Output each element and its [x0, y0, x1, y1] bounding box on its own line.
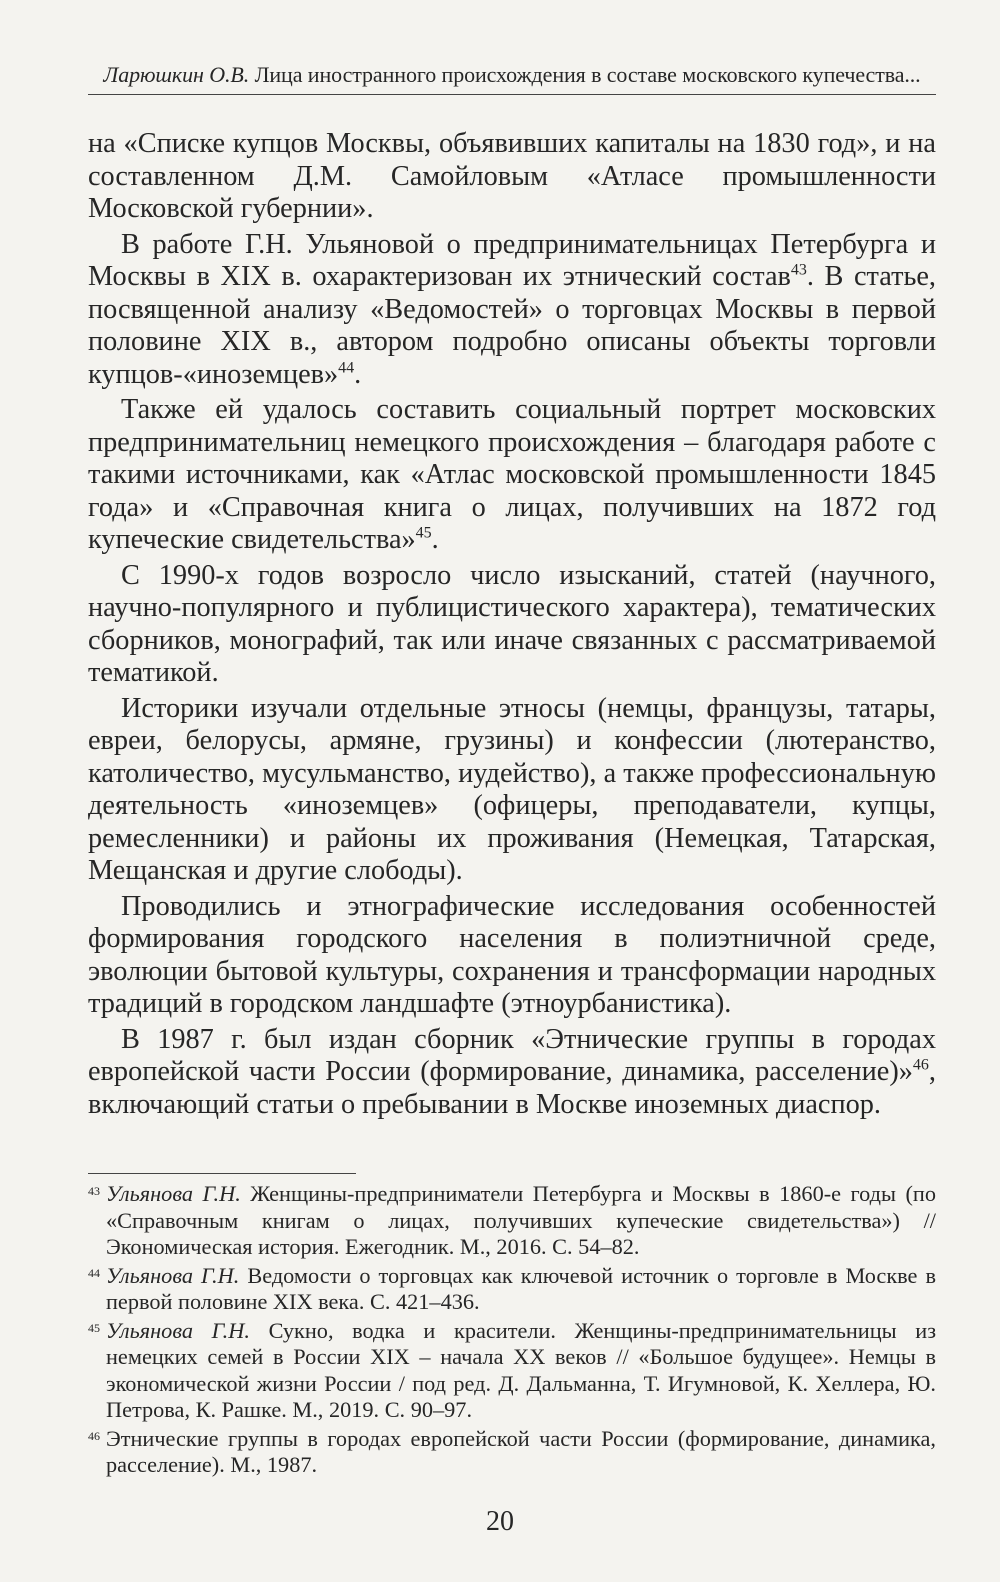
footnote-text: [106, 1426, 936, 1479]
paragraph-7-text-end: , включающий статьи о пребывании в Москве иноземных диаспор.: [88, 1056, 936, 1120]
paragraph-1-text: на «Списке купцов Москвы, объявивших капиталы на 1830 год», и на составленном Д.М. Самойловым «Атласе промышленности Московской губернии».: [88, 128, 936, 224]
paragraph-4: [88, 560, 936, 690]
paragraph-5: [88, 693, 936, 888]
paragraph-7: [88, 1024, 936, 1122]
running-head-author: Ларюшкин О.В.: [103, 62, 250, 87]
paragraph-6: [88, 891, 936, 1021]
footnote-ref-43[interactable]: 43: [790, 261, 807, 279]
paragraph-4-text: С 1990-х годов возросло число изысканий, статей (научного, научно-популярного и публицистического характера), тематических сборников, монографий, так или иначе связанных с рассматриваемой тематикой.: [88, 559, 936, 688]
running-head-title: Лица иностранного происхождения в составе московского купечества...: [254, 62, 921, 87]
footnote-body: Ведомости о торговцах как ключевой источник о торговле в Москве в первой половине XIX века. С. 421–436.: [106, 1262, 937, 1314]
paragraph-2-text-end: .: [354, 358, 362, 390]
footnote-author: Ульянова Г.Н.: [106, 1181, 241, 1206]
footnote-ref-45[interactable]: 45: [415, 524, 432, 542]
footnote-author: Ульянова Г.Н.: [106, 1317, 250, 1343]
footnote-number: 44: [88, 1265, 100, 1280]
paragraph-2-text-cont: . В статье, посвященной анализу «Ведомостей» о торговцах Москвы в первой половине XIX в., автором подробно описаны объекты торговли купцов-«иноземцев»: [88, 261, 936, 390]
footnote-body: Женщины-предприниматели Петербурга и Москвы в 1860-е годы (по «Справочным книгам о лицах, получивших купеческие свидетельства») // Экономическая история. Ежегодник. М., 2016. С. 54–82.: [106, 1181, 936, 1259]
footnote-number: 43: [88, 1184, 100, 1198]
footnote-author: Ульянова Г.Н.: [106, 1262, 240, 1288]
main-text: [88, 128, 936, 1124]
footnote-body: Этнические группы в городах европейской части России (формирование, динамика, расселение). М., 1987.: [106, 1425, 936, 1477]
running-head: [88, 62, 936, 95]
footnotes: [88, 1181, 936, 1481]
paragraph-6-text: Проводились и этнографические исследования особенностей формирования городского населения в полиэтничной среде, эволюции бытовой культуры, сохранения и трансформации народных традиций в городском ландшафте (этноурбанистика).: [88, 890, 936, 1019]
paragraph-7-text: В 1987 г. был издан сборник «Этнические группы в городах европейской части России (формирование, динамика, расселение)»: [88, 1023, 936, 1087]
paragraph-3-text-end: .: [431, 524, 439, 555]
footnote-number: 46: [88, 1428, 100, 1443]
footnote-text: [106, 1263, 936, 1316]
footnote-43: [88, 1181, 936, 1261]
paragraph-1: [88, 128, 936, 226]
footnote-ref-44[interactable]: 44: [338, 359, 355, 377]
paragraph-3: [88, 394, 936, 557]
paragraph-5-text: Историки изучали отдельные этносы (немцы, французы, татары, евреи, белорусы, армяне, грузины) и конфессии (лютеранство, католичество, мусульманство, иудейство), а также профессиональную деятельность «иноземцев» (офицеры, преподаватели, купцы, ремесленники) и районы их проживания (Немецкая, Татарская, Мещанская и другие слободы).: [88, 692, 936, 886]
page-number: 20: [486, 1506, 514, 1537]
footnote-divider: [88, 1173, 356, 1174]
footnote-46: [88, 1426, 936, 1479]
footnote-ref-46[interactable]: 46: [912, 1056, 929, 1074]
footnote-45: [88, 1318, 936, 1424]
paragraph-3-text: Также ей удалось составить социальный портрет московских предпринимательниц немецкого происхождения – благодаря работе с такими источниками, как «Атлас московской промышленности 1845 года» и «Справочная книга о лицах, получивших на 1872 год купеческие свидетельства»: [88, 394, 936, 555]
paragraph-2-text: В работе Г.Н. Ульяновой о предпринимательницах Петербурга и Москвы в XIX в. охарактеризован их этнический состав: [88, 228, 936, 292]
footnote-number: 45: [88, 1320, 100, 1335]
footnote-44: [88, 1263, 936, 1316]
footnote-body: Сукно, водка и красители. Женщины-предпринимательницы из немецких семей в России XIX – начала XX веков // «Большое будущее». Немцы в экономической жизни России / под ред. Д. Дальманна, Т. Игумновой, К. Хеллера, Ю. Петрова, К. Рашке. М., 2019. С. 90–97.: [106, 1317, 937, 1422]
paragraph-2: [88, 229, 936, 392]
footnote-text: [106, 1318, 936, 1424]
footnote-text: [106, 1181, 936, 1261]
